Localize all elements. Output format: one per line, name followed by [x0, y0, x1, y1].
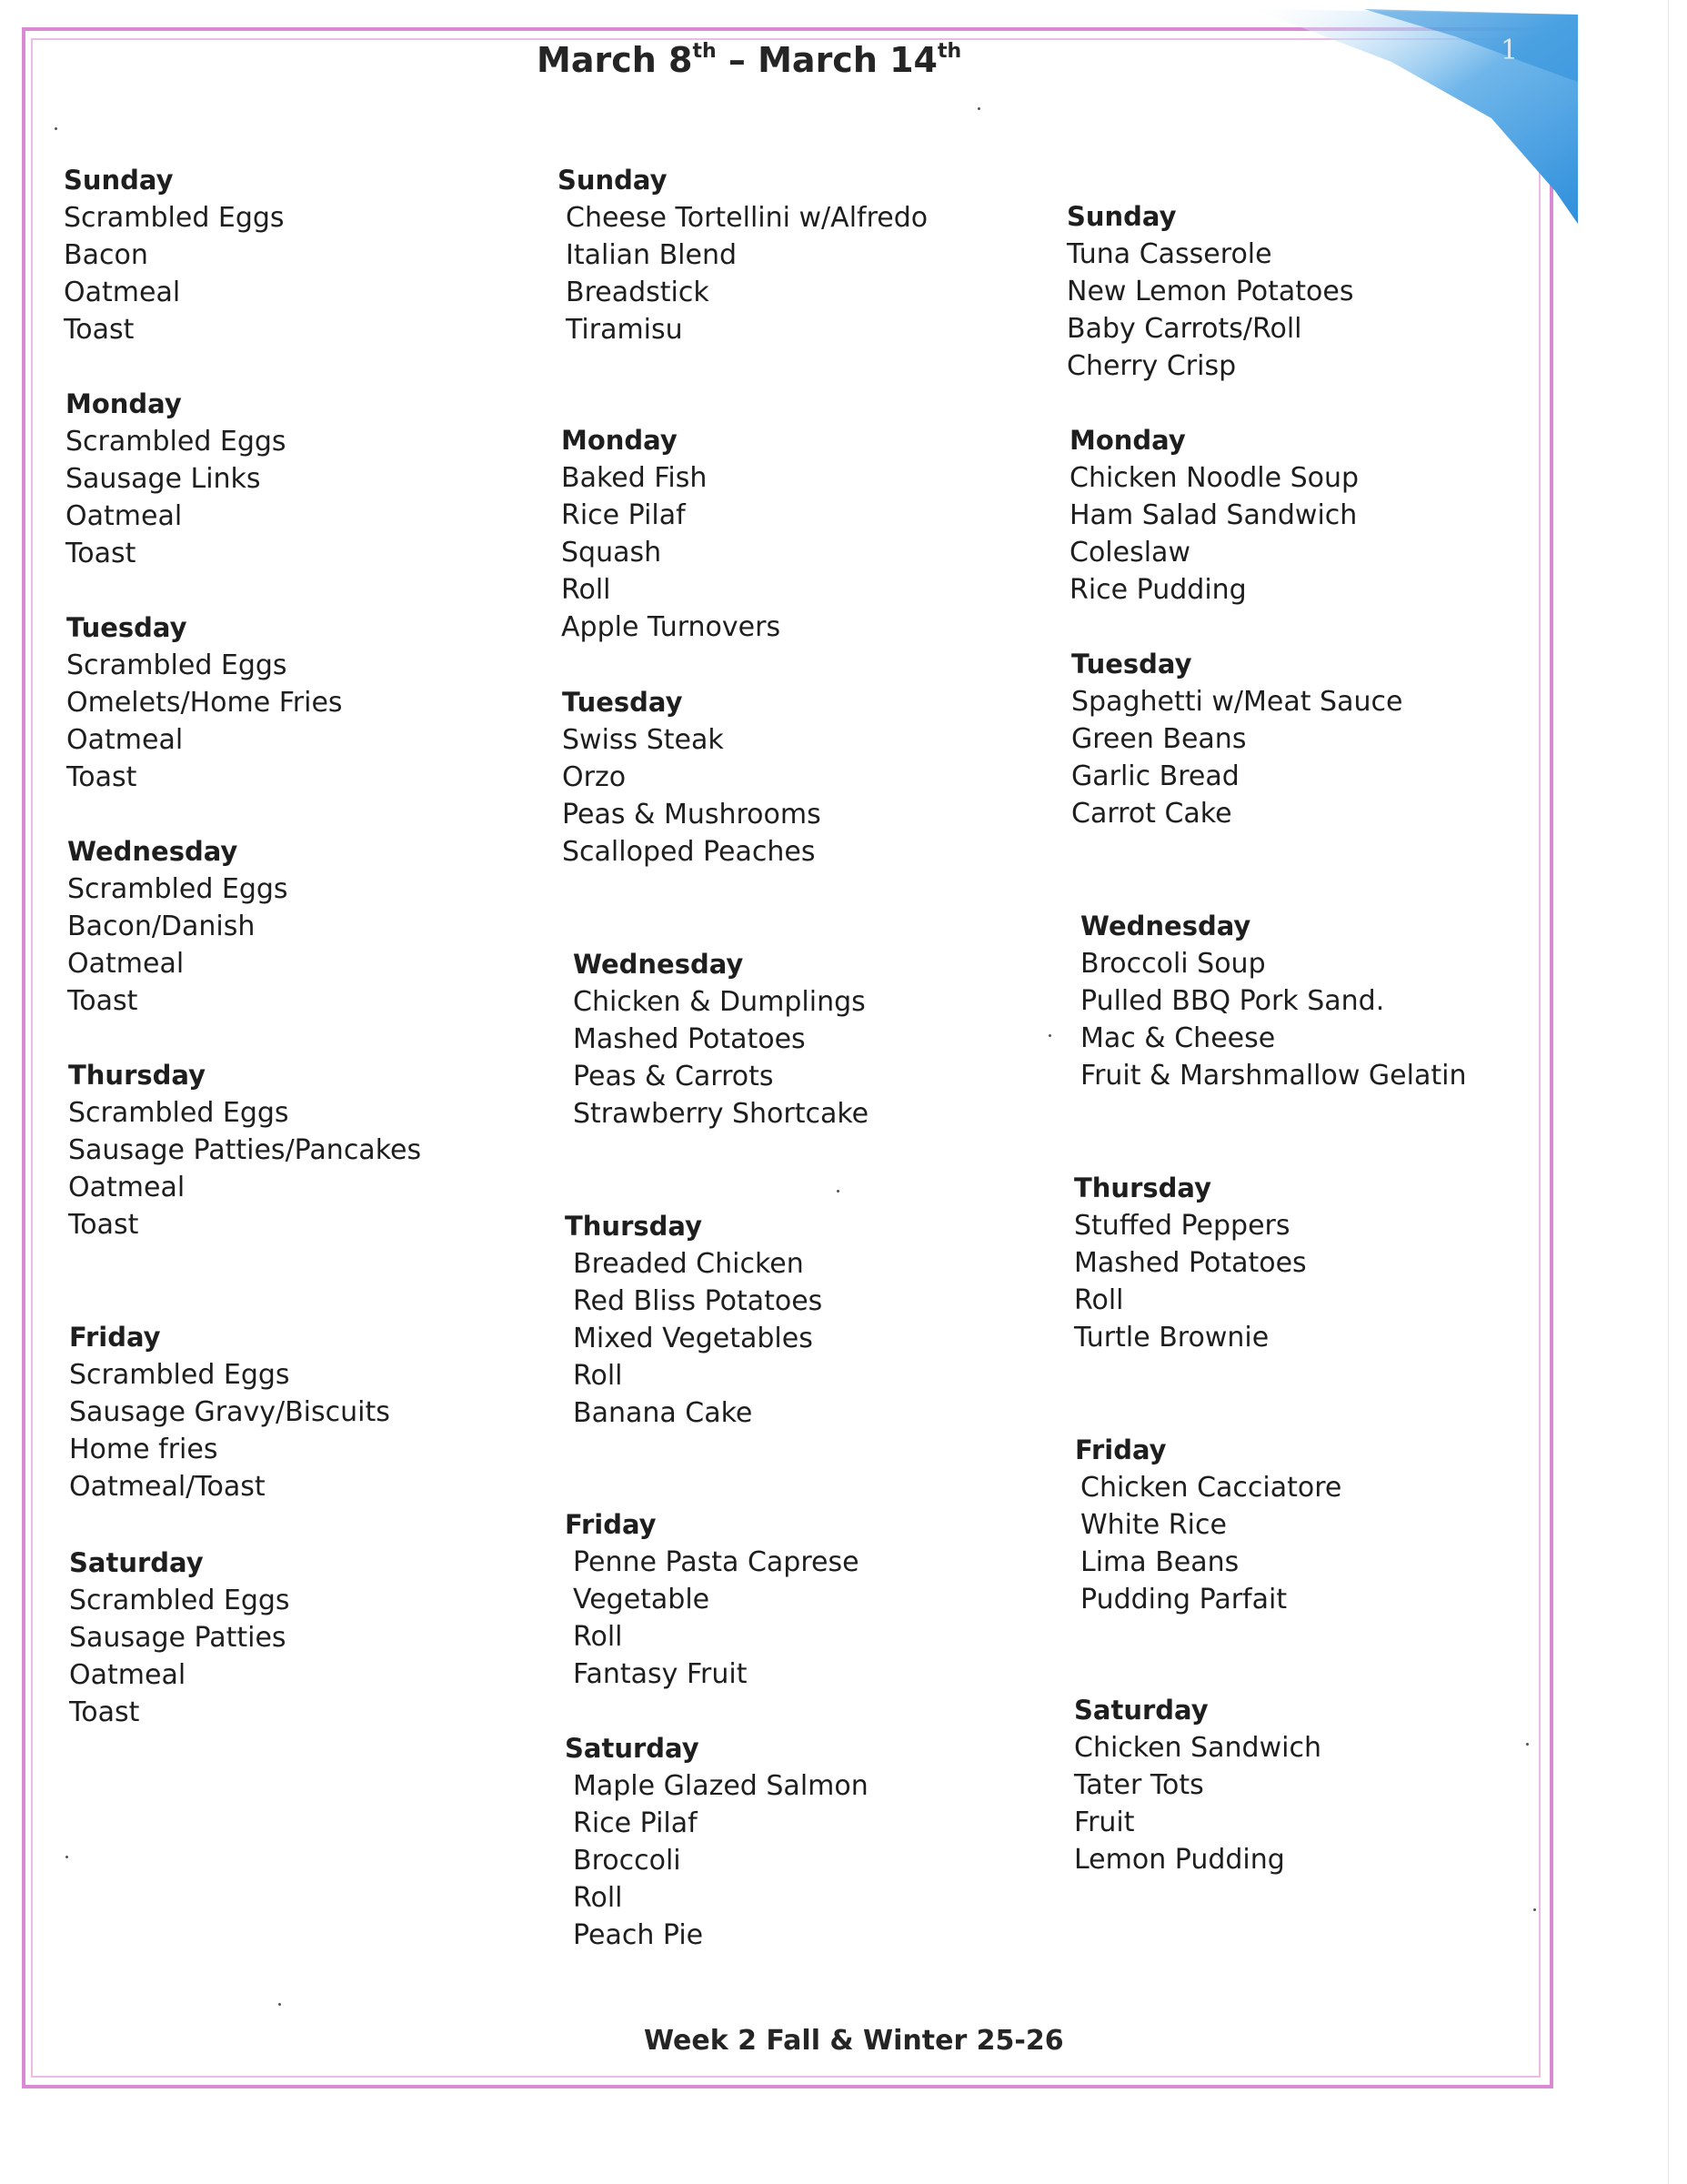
menu-item: Roll: [573, 1882, 623, 1914]
menu-item-list: [68, 1094, 421, 1243]
menu-item: Toast: [66, 761, 137, 793]
menu-item: Garlic Bread: [1071, 760, 1240, 792]
menu-item: Ham Salad Sandwich: [1069, 499, 1358, 531]
day-block: [67, 833, 288, 1020]
menu-item: Stuffed Peppers: [1074, 1210, 1290, 1242]
menu-item: New Lemon Potatoes: [1067, 276, 1354, 307]
day-heading: Monday: [65, 388, 182, 419]
menu-item-list: [1074, 1729, 1321, 1878]
menu-item: Mashed Potatoes: [573, 1023, 806, 1055]
menu-item: Lemon Pudding: [1074, 1844, 1285, 1876]
day-heading: Saturday: [69, 1547, 204, 1578]
menu-item: Scrambled Eggs: [68, 1097, 289, 1129]
day-block: [573, 946, 869, 1132]
menu-item: Baked Fish: [561, 462, 708, 494]
menu-item: Scrambled Eggs: [64, 202, 285, 234]
day-block: [565, 1730, 869, 1954]
menu-item: Banana Cake: [573, 1397, 753, 1429]
menu-item: Maple Glazed Salmon: [573, 1770, 869, 1802]
day-heading: Monday: [1069, 425, 1186, 456]
day-heading: Friday: [565, 1509, 657, 1540]
menu-item: Oatmeal: [68, 1172, 186, 1203]
menu-item: Peas & Carrots: [573, 1061, 774, 1092]
menu-item-list: [561, 459, 780, 646]
menu-item: Sausage Patties/Pancakes: [68, 1134, 422, 1166]
scan-speck: [278, 2003, 281, 2006]
scan-speck: [978, 107, 980, 110]
menu-item: Home fries: [69, 1434, 218, 1465]
menu-item: Oatmeal: [66, 724, 184, 756]
menu-item-list: [1074, 1207, 1307, 1356]
day-block: [565, 1506, 859, 1693]
menu-item: Fruit & Marshmallow Gelatin: [1080, 1060, 1467, 1092]
menu-item: Tiramisu: [566, 314, 683, 346]
menu-item: Broccoli Soup: [1080, 948, 1266, 980]
menu-item: Oatmeal: [67, 948, 185, 980]
menu-item-list: [64, 199, 285, 348]
menu-item: Squash: [561, 537, 662, 569]
menu-item: Roll: [573, 1360, 623, 1392]
menu-item: Scrambled Eggs: [66, 649, 287, 681]
day-block: [64, 162, 285, 348]
menu-item-list: [573, 1245, 822, 1432]
menu-item: Italian Blend: [566, 239, 738, 271]
day-heading: Tuesday: [1071, 649, 1192, 679]
day-block: [69, 1545, 290, 1731]
menu-item: Roll: [561, 574, 611, 606]
menu-item: Peas & Mushrooms: [562, 799, 821, 830]
page-number: 1: [1501, 35, 1519, 66]
day-heading: Sunday: [1067, 201, 1177, 232]
menu-item: Oatmeal/Toast: [69, 1471, 266, 1503]
menu-item: Broccoli: [573, 1845, 681, 1877]
menu-item: Bacon/Danish: [67, 911, 256, 942]
menu-item: Lima Beans: [1080, 1546, 1240, 1578]
menu-item: Roll: [1074, 1284, 1124, 1316]
menu-item: Toast: [67, 985, 138, 1017]
day-heading: Monday: [561, 425, 678, 456]
scan-speck: [1526, 1743, 1529, 1746]
scan-speck: [837, 1190, 839, 1193]
day-heading: Sunday: [557, 165, 668, 196]
menu-item: Rice Pudding: [1069, 574, 1247, 606]
footer-week-label: Week 2 Fall & Winter 25-26: [644, 2025, 1064, 2057]
menu-item: Breaded Chicken: [573, 1248, 804, 1280]
menu-item: Scalloped Peaches: [562, 836, 816, 868]
menu-item: Mashed Potatoes: [1074, 1247, 1307, 1279]
menu-item: Rice Pilaf: [573, 1807, 698, 1839]
menu-item: Orzo: [562, 761, 627, 793]
menu-item: Roll: [573, 1621, 623, 1653]
day-block: [562, 684, 821, 871]
menu-item: Oatmeal: [69, 1659, 186, 1691]
menu-item-list: [1080, 945, 1466, 1094]
scan-page-edge: [1668, 0, 1669, 2184]
menu-item: Penne Pasta Caprese: [573, 1546, 859, 1578]
menu-item: Oatmeal: [64, 277, 181, 308]
menu-item-list: [65, 423, 286, 572]
menu-item: Toast: [69, 1696, 140, 1728]
day-block: [69, 1319, 390, 1505]
blue-corner-decoration: [1255, 9, 1582, 224]
day-block: [1071, 646, 1402, 832]
day-block: [557, 162, 928, 348]
menu-item: Tuna Casserole: [1067, 238, 1272, 270]
scan-speck: [65, 1856, 68, 1858]
day-block: [66, 609, 343, 796]
menu-item: Pudding Parfait: [1080, 1584, 1288, 1615]
day-heading: Wednesday: [573, 949, 744, 980]
menu-item: Scrambled Eggs: [69, 1585, 290, 1616]
menu-item: Toast: [68, 1209, 139, 1241]
menu-item: Oatmeal: [65, 500, 183, 532]
menu-item: Cheese Tortellini w/Alfredo: [566, 202, 929, 234]
day-heading: Tuesday: [66, 612, 187, 643]
menu-item: Fruit: [1074, 1807, 1135, 1838]
day-heading: Friday: [1075, 1434, 1167, 1465]
menu-item-list: [573, 1544, 859, 1693]
menu-item: Omelets/Home Fries: [66, 687, 343, 719]
menu-item: Green Beans: [1071, 723, 1247, 755]
menu-item: Rice Pilaf: [561, 499, 686, 531]
day-heading: Saturday: [565, 1733, 699, 1764]
menu-item: Chicken Noodle Soup: [1069, 462, 1360, 494]
menu-item-list: [1069, 459, 1359, 609]
menu-item: Cherry Crisp: [1067, 350, 1237, 382]
menu-item-list: [562, 721, 821, 871]
day-heading: Friday: [69, 1322, 161, 1353]
menu-item: Toast: [64, 314, 135, 346]
menu-item-list: [69, 1582, 290, 1731]
day-heading: Thursday: [68, 1060, 206, 1091]
menu-item: Mixed Vegetables: [573, 1323, 813, 1354]
menu-item: Coleslaw: [1069, 537, 1190, 569]
menu-item: Peach Pie: [573, 1919, 704, 1951]
menu-item: Sausage Links: [65, 463, 261, 495]
menu-item-list: [67, 871, 288, 1020]
menu-item: Sausage Patties: [69, 1622, 286, 1654]
menu-item: Pulled BBQ Pork Sand.: [1080, 985, 1385, 1017]
menu-item: Chicken Sandwich: [1074, 1732, 1321, 1764]
menu-item: Mac & Cheese: [1080, 1022, 1276, 1054]
menu-item: Sausage Gravy/Biscuits: [69, 1396, 390, 1428]
day-block: [68, 1057, 421, 1243]
scan-speck: [55, 127, 57, 130]
menu-item: Tater Tots: [1074, 1769, 1204, 1801]
page-title: March 8th – March 14th: [537, 40, 962, 80]
day-block: [1074, 1692, 1321, 1878]
menu-item: Apple Turnovers: [561, 611, 781, 643]
menu-item: Bacon: [64, 239, 148, 271]
day-block: [561, 422, 780, 646]
menu-item: Strawberry Shortcake: [573, 1098, 869, 1130]
menu-item-list: [66, 647, 343, 796]
menu-item: Chicken Cacciatore: [1080, 1472, 1342, 1504]
menu-item: White Rice: [1080, 1509, 1227, 1541]
day-block: [565, 1208, 822, 1432]
menu-item: Turtle Brownie: [1074, 1322, 1270, 1354]
menu-item: Scrambled Eggs: [69, 1359, 290, 1391]
menu-item: Fantasy Fruit: [573, 1658, 748, 1690]
menu-item: Breadstick: [566, 277, 709, 308]
menu-item-list: [573, 1767, 869, 1954]
day-block: [1075, 1432, 1341, 1618]
menu-item: Scrambled Eggs: [65, 426, 286, 458]
menu-item: Toast: [65, 538, 136, 569]
day-heading: Tuesday: [562, 687, 683, 718]
menu-item-list: [1071, 683, 1402, 832]
day-block: [1074, 1170, 1307, 1356]
menu-item: Chicken & Dumplings: [573, 986, 866, 1018]
menu-item: Spaghetti w/Meat Sauce: [1071, 686, 1403, 718]
day-block: [1067, 198, 1353, 385]
day-heading: Saturday: [1074, 1695, 1209, 1726]
menu-item: Scrambled Eggs: [67, 873, 288, 905]
scan-speck: [1533, 1908, 1536, 1911]
menu-item: Red Bliss Potatoes: [573, 1285, 823, 1317]
scan-speck: [1049, 1034, 1051, 1037]
day-block: [1080, 908, 1466, 1094]
menu-item-list: [1080, 1469, 1341, 1618]
day-block: [65, 386, 286, 572]
menu-item-list: [69, 1356, 390, 1505]
day-heading: Wednesday: [67, 836, 238, 867]
menu-item: Baby Carrots/Roll: [1067, 313, 1302, 345]
day-heading: Thursday: [1074, 1173, 1211, 1203]
day-heading: Thursday: [565, 1211, 702, 1242]
day-block: [1069, 422, 1359, 609]
menu-item: Carrot Cake: [1071, 798, 1232, 830]
menu-item-list: [566, 199, 928, 348]
menu-item: Swiss Steak: [562, 724, 724, 756]
menu-item-list: [1067, 236, 1353, 385]
day-heading: Wednesday: [1080, 911, 1251, 941]
menu-item-list: [573, 983, 869, 1132]
day-heading: Sunday: [64, 165, 174, 196]
menu-item: Vegetable: [573, 1584, 710, 1615]
